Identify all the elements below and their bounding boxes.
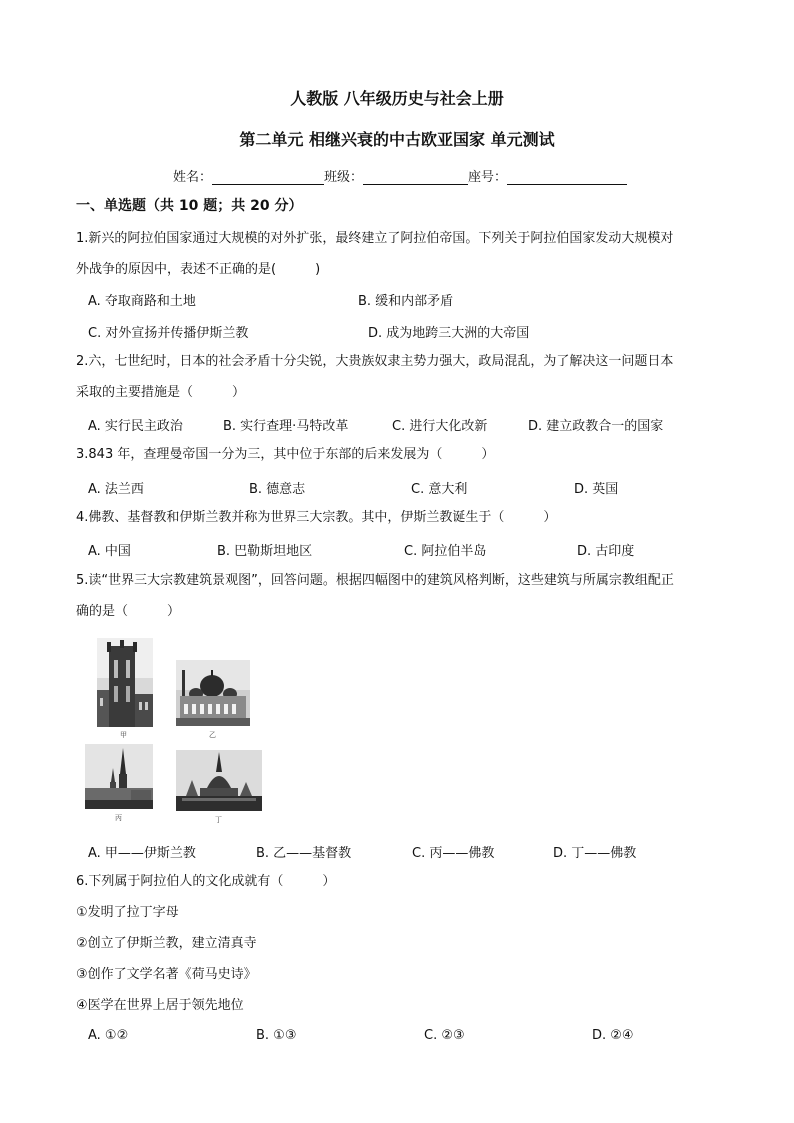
q1-option-b[interactable]: B. 缓和内部矛盾 (358, 294, 454, 309)
q5-option-b[interactable]: B. 乙——基督教 (256, 846, 352, 861)
question-6-item-4: ④医学在世界上居于领先地位 (76, 998, 244, 1013)
seat-field[interactable] (507, 170, 627, 185)
q6-option-b[interactable]: B. ①③ (256, 1028, 297, 1043)
image-caption-bing: 丙 (115, 814, 122, 822)
seat-label: 座号： (468, 170, 508, 185)
name-label: 姓名： (173, 170, 213, 185)
question-4-stem (76, 502, 721, 533)
q1-option-c[interactable]: C. 对外宣扬并传播伊斯兰教 (88, 326, 249, 341)
mosque-image (176, 660, 250, 726)
q3-option-c[interactable]: C. 意大利 (411, 482, 468, 497)
exam-subtitle: 第二单元 相继兴衰的中古欧亚国家 单元测试 (239, 130, 555, 149)
image-caption-jia: 甲 (120, 731, 127, 739)
question-5-line-1: 5.读“世界三大宗教建筑景观图”，回答问题。根据四幅图中的建筑风格判断，这些建筑与所属宗教组配正 (76, 573, 674, 588)
student-info-row (173, 166, 627, 185)
q1-option-d[interactable]: D. 成为地跨三大洲的大帝国 (368, 326, 530, 341)
question-6-stem (76, 866, 721, 1021)
q2-option-a[interactable]: A. 实行民主政治 (88, 419, 183, 434)
q5-option-a[interactable]: A. 甲——伊斯兰教 (88, 846, 196, 861)
question-4-line-1: 4.佛教、基督教和伊斯兰教并称为世界三大宗教。其中，伊斯兰教诞生于（ ） (76, 510, 557, 525)
question-2-line-2: 采取的主要措施是（ ） (76, 385, 246, 400)
question-1-line-1: 1.新兴的阿拉伯国家通过大规模的对外扩张，最终建立了阿拉伯帝国。下列关于阿拉伯国家发动大规模对 (76, 231, 674, 246)
q3-option-d[interactable]: D. 英国 (574, 482, 619, 497)
question-2-stem (76, 346, 721, 408)
q5-option-d[interactable]: D. 丁——佛教 (553, 846, 637, 861)
q3-option-a[interactable]: A. 法兰西 (88, 482, 144, 497)
name-field[interactable] (212, 170, 324, 185)
q1-option-a[interactable]: A. 夺取商路和土地 (88, 294, 196, 309)
q2-option-c[interactable]: C. 进行大化改新 (392, 419, 488, 434)
question-6-item-2: ②创立了伊斯兰教，建立清真寺 (76, 936, 257, 951)
question-1-line-2: 外战争的原因中，表述不正确的是( ) (76, 262, 321, 277)
spire-church-image (85, 744, 153, 809)
church-tower-image (97, 638, 153, 727)
class-label: 班级： (324, 170, 364, 185)
q6-option-d[interactable]: D. ②④ (592, 1028, 634, 1043)
question-6-item-3: ③创作了文学名著《荷马史诗》 (76, 967, 257, 982)
section-heading: 一、单选题（共 10 题；共 20 分） (76, 198, 303, 214)
question-6-item-1: ①发明了拉丁字母 (76, 905, 179, 920)
q2-option-b[interactable]: B. 实行查理·马特改革 (223, 419, 349, 434)
q3-option-b[interactable]: B. 德意志 (249, 482, 306, 497)
question-5-stem (76, 565, 721, 627)
question-3-stem (76, 439, 721, 470)
question-5-line-2: 确的是（ ） (76, 604, 181, 619)
question-6-line-1: 6.下列属于阿拉伯人的文化成就有（ ） (76, 874, 336, 889)
q4-option-c[interactable]: C. 阿拉伯半岛 (404, 544, 487, 559)
q6-option-c[interactable]: C. ②③ (424, 1028, 465, 1043)
class-field[interactable] (363, 170, 468, 185)
q5-option-c[interactable]: C. 丙——佛教 (412, 846, 495, 861)
q4-option-b[interactable]: B. 巴勒斯坦地区 (217, 544, 313, 559)
pagoda-image (176, 750, 262, 811)
question-2-line-1: 2.六，七世纪时，日本的社会矛盾十分尖锐，大贵族奴隶主势力强大，政局混乱，为了解决这一问题日本 (76, 354, 674, 369)
q4-option-d[interactable]: D. 古印度 (577, 544, 635, 559)
question-3-line-1: 3.843 年，查理曼帝国一分为三，其中位于东部的后来发展为（ ） (76, 447, 495, 462)
exam-title: 人教版 八年级历史与社会上册 (290, 89, 504, 108)
image-caption-yi: 乙 (209, 731, 216, 739)
image-caption-ding: 丁 (215, 816, 222, 824)
question-1-stem (76, 223, 721, 285)
q6-option-a[interactable]: A. ①② (88, 1028, 129, 1043)
q2-option-d[interactable]: D. 建立政教合一的国家 (528, 419, 664, 434)
q4-option-a[interactable]: A. 中国 (88, 544, 131, 559)
